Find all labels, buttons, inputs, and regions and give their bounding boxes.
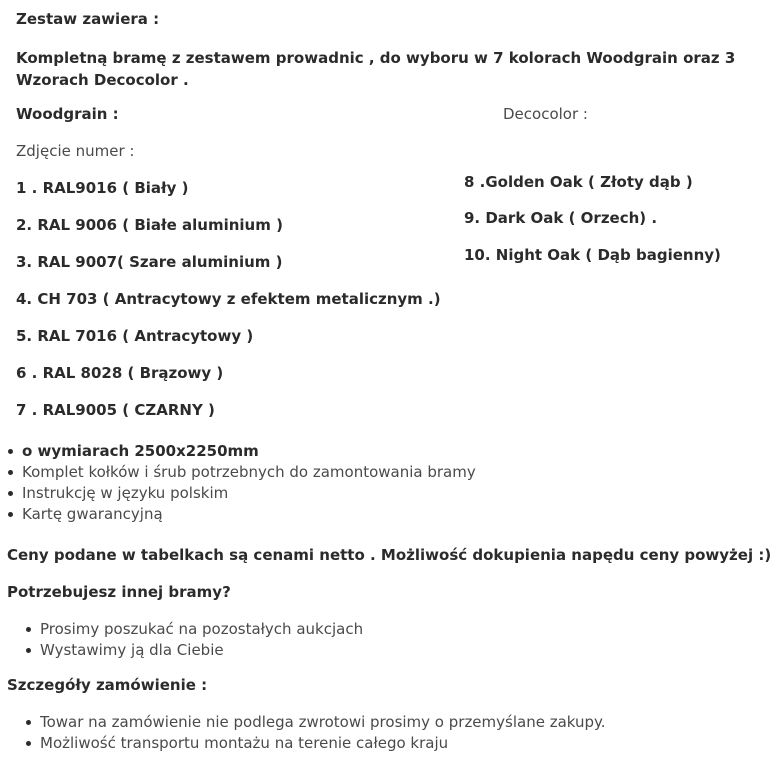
woodgrain-label: Woodgrain :	[16, 105, 119, 123]
list-item: Wystawimy ją dla Ciebie	[0, 640, 363, 661]
list-item: Prosimy poszukać na pozostałych aukcjach	[0, 619, 363, 640]
woodgrain-item: 5. RAL 7016 ( Antracytowy )	[16, 327, 254, 345]
list-item: Możliwość transportu montażu na terenie całego kraju	[0, 733, 606, 754]
prices-note: Ceny podane w tabelkach są cenami netto . Możliwość dokupienia napędu ceny powyżej :)	[7, 546, 772, 564]
list-item: Towar na zamówienie nie podlega zwrotowi prosimy o przemyślane zakupy.	[0, 712, 606, 733]
woodgrain-item: 3. RAL 9007( Szare aluminium )	[16, 253, 283, 271]
woodgrain-item: 7 . RAL9005 ( CZARNY )	[16, 401, 215, 419]
order-details-heading: Szczegóły zamówienie :	[7, 676, 208, 694]
woodgrain-item: 4. CH 703 ( Antracytowy z efektem metalicznym .)	[16, 290, 441, 308]
decocolor-label: Decocolor :	[503, 105, 588, 123]
list-item: o wymiarach 2500x2250mm	[0, 441, 476, 462]
photo-number-label: Zdjęcie numer :	[16, 142, 135, 160]
list-item: Komplet kołków i śrub potrzebnych do zamontowania bramy	[0, 462, 476, 483]
other-gate-heading: Potrzebujesz innej bramy?	[7, 583, 231, 601]
kit-contents-list	[0, 441, 476, 525]
kit-intro: Kompletną bramę z zestawem prowadnic , do wyboru w 7 kolorach Woodgrain oraz 3 Wzorach Decocolor .	[16, 49, 736, 89]
kit-heading: Zestaw zawiera :	[16, 10, 160, 28]
other-gate-list	[0, 619, 363, 661]
woodgrain-item: 6 . RAL 8028 ( Brązowy )	[16, 364, 224, 382]
list-item: Kartę gwarancyjną	[0, 504, 476, 525]
decocolor-item: 8 .Golden Oak ( Złoty dąb )	[464, 173, 693, 191]
list-item: Instrukcję w języku polskim	[0, 483, 476, 504]
decocolor-item: 10. Night Oak ( Dąb bagienny)	[464, 246, 721, 264]
decocolor-item: 9. Dark Oak ( Orzech) .	[464, 209, 658, 227]
woodgrain-item: 1 . RAL9016 ( Biały )	[16, 179, 189, 197]
woodgrain-item: 2. RAL 9006 ( Białe aluminium )	[16, 216, 283, 234]
order-details-list	[0, 712, 606, 754]
